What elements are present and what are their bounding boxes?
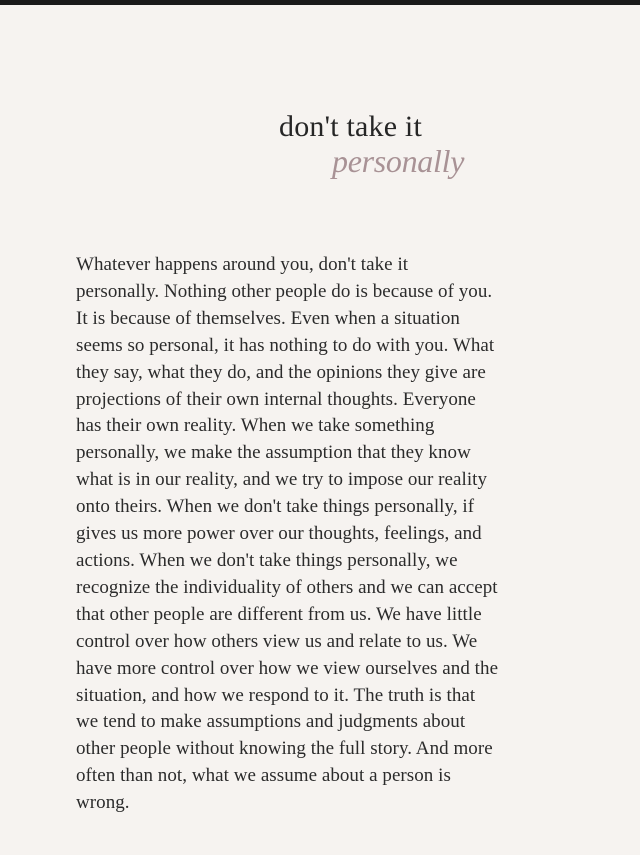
paragraph-line: It is because of themselves. Even when a situation	[76, 307, 460, 329]
body-paragraph	[76, 252, 576, 817]
paragraph-line: recognize the individuality of others and we can accept	[76, 576, 498, 598]
page-subtitle: personally	[332, 143, 465, 179]
paragraph-line: that other people are different from us. We have little	[76, 603, 482, 625]
paragraph-line: gives us more power over our thoughts, feelings, and	[76, 523, 482, 545]
paragraph-line: onto theirs. When we don't take things personally, if	[76, 496, 475, 518]
paragraph-line: seems so personal, it has nothing to do with you. What	[76, 334, 495, 356]
paragraph-line: projections of their own internal thoughts. Everyone	[76, 388, 476, 410]
paragraph-line: other people without knowing the full story. And more	[76, 738, 493, 760]
paragraph-line: control over how others view us and relate to us. We	[76, 630, 478, 652]
paragraph-line: situation, and how we respond to it. The truth is that	[76, 684, 476, 706]
paragraph-line: personally, we make the assumption that they know	[76, 442, 471, 464]
paragraph-line: has their own reality. When we take something	[76, 415, 435, 437]
paragraph-line: what is in our reality, and we try to impose our reality	[76, 469, 488, 491]
paragraph-line: Whatever happens around you, don't take it	[76, 254, 409, 275]
paragraph-line: have more control over how we view ourselves and the	[76, 657, 499, 679]
paragraph-line: we tend to make assumptions and judgments about	[76, 711, 466, 733]
paragraph-line: often than not, what we assume about a person is	[76, 765, 451, 787]
paragraph-line: actions. When we don't take things personally, we	[76, 549, 458, 571]
top-border-bar	[0, 0, 640, 5]
paragraph-line: wrong.	[76, 792, 130, 814]
paragraph-line: they say, what they do, and the opinions they give are	[76, 361, 486, 383]
faint-watermark	[478, 792, 603, 808]
paragraph-line: personally. Nothing other people do is because of you.	[76, 280, 493, 302]
page-title: don't take it	[279, 110, 422, 143]
